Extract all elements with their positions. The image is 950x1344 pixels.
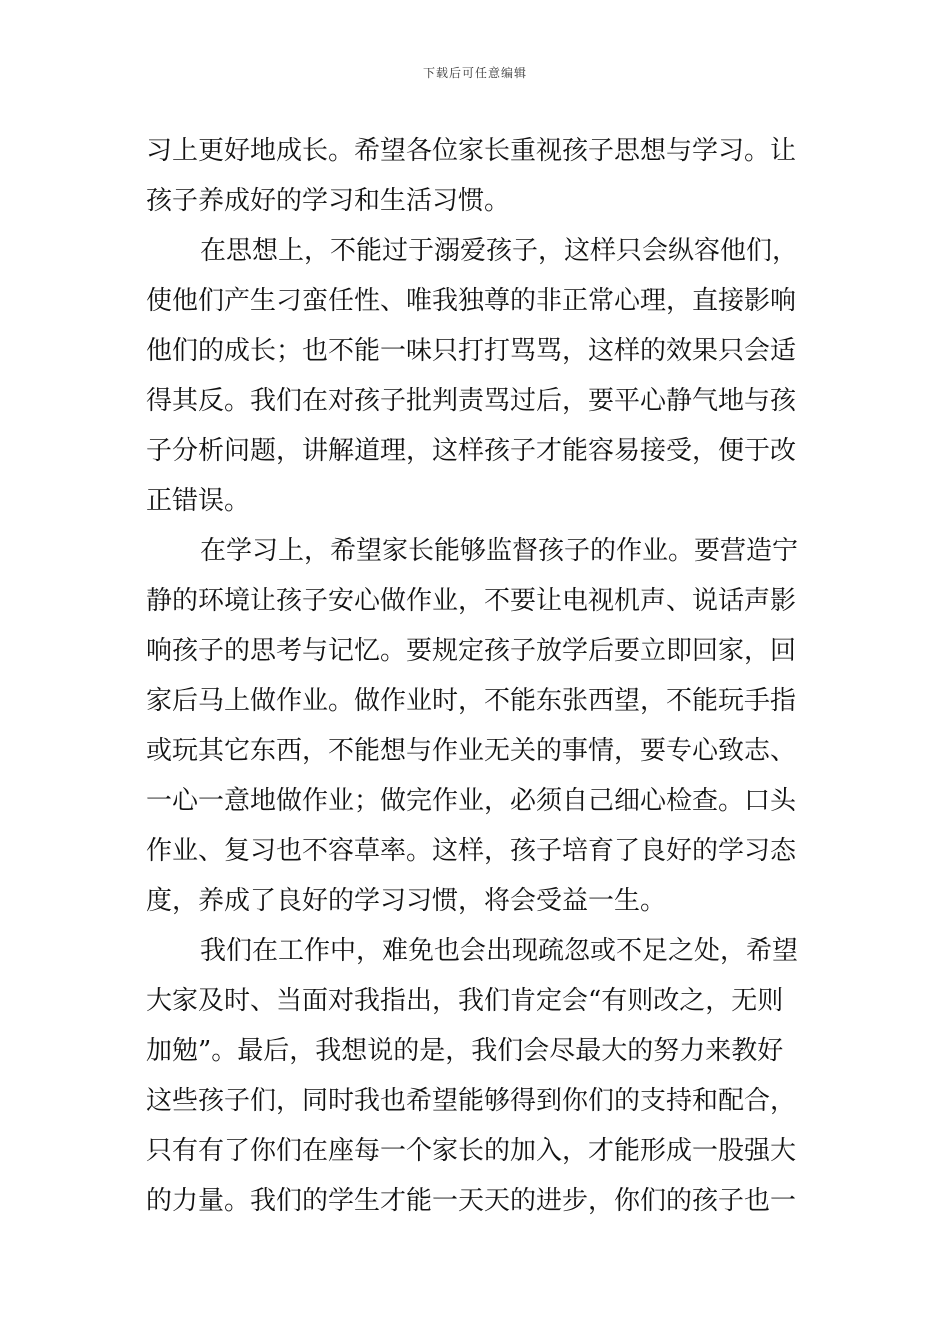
text-line: 度，养成了良好的学习习惯，将会受益一生。 <box>146 886 667 916</box>
text-line: 大家及时、当面对我指出，我们肯定会“有则改之，无则 <box>146 986 784 1016</box>
text-line: 只有有了你们在座每一个家长的加入，才能形成一股强大 <box>146 1136 797 1166</box>
text-line: 这些孩子们，同时我也希望能够得到你们的支持和配合， <box>146 1086 797 1116</box>
text-line: 使他们产生刁蛮任性、唯我独尊的非正常心理，直接影响 <box>146 286 797 316</box>
text-line: 子分析问题，讲解道理，这样孩子才能容易接受，便于改 <box>146 436 797 466</box>
text-line: 孩子养成好的学习和生活习惯。 <box>146 186 511 216</box>
paragraph-first-line: 我们在工作中，难免也会出现疏忽或不足之处，希望 <box>200 936 799 966</box>
text-line: 或玩其它东西，不能想与作业无关的事情，要专心致志、 <box>146 736 797 766</box>
text-line: 作业、复习也不容草率。这样，孩子培育了良好的学习态 <box>146 836 797 866</box>
document-body <box>146 126 808 1226</box>
text-line: 一心一意地做作业；做完作业，必须自己细心检查。口头 <box>146 786 797 816</box>
text-line: 响孩子的思考与记忆。要规定孩子放学后要立即回家，回 <box>146 636 797 666</box>
paragraph-first-line: 在学习上，希望家长能够监督孩子的作业。要营造宁 <box>200 536 799 566</box>
text-line: 的力量。我们的学生才能一天天的进步，你们的孩子也一 <box>146 1186 797 1216</box>
text-line: 他们的成长；也不能一味只打打骂骂，这样的效果只会适 <box>146 336 797 366</box>
text-line: 加勉”。最后，我想说的是，我们会尽最大的努力来教好 <box>146 1036 784 1066</box>
page-header: 下载后可任意编辑 <box>422 66 527 80</box>
text-line: 正错误。 <box>146 486 251 516</box>
text-line: 习上更好地成长。希望各位家长重视孩子思想与学习。让 <box>146 136 797 166</box>
paragraph-first-line: 在思想上，不能过于溺爱孩子，这样只会纵容他们， <box>200 236 799 266</box>
text-line: 得其反。我们在对孩子批判责骂过后，要平心静气地与孩 <box>146 386 797 416</box>
text-line: 家后马上做作业。做作业时，不能东张西望，不能玩手指 <box>146 686 797 716</box>
text-line: 静的环境让孩子安心做作业，不要让电视机声、说话声影 <box>146 586 797 616</box>
